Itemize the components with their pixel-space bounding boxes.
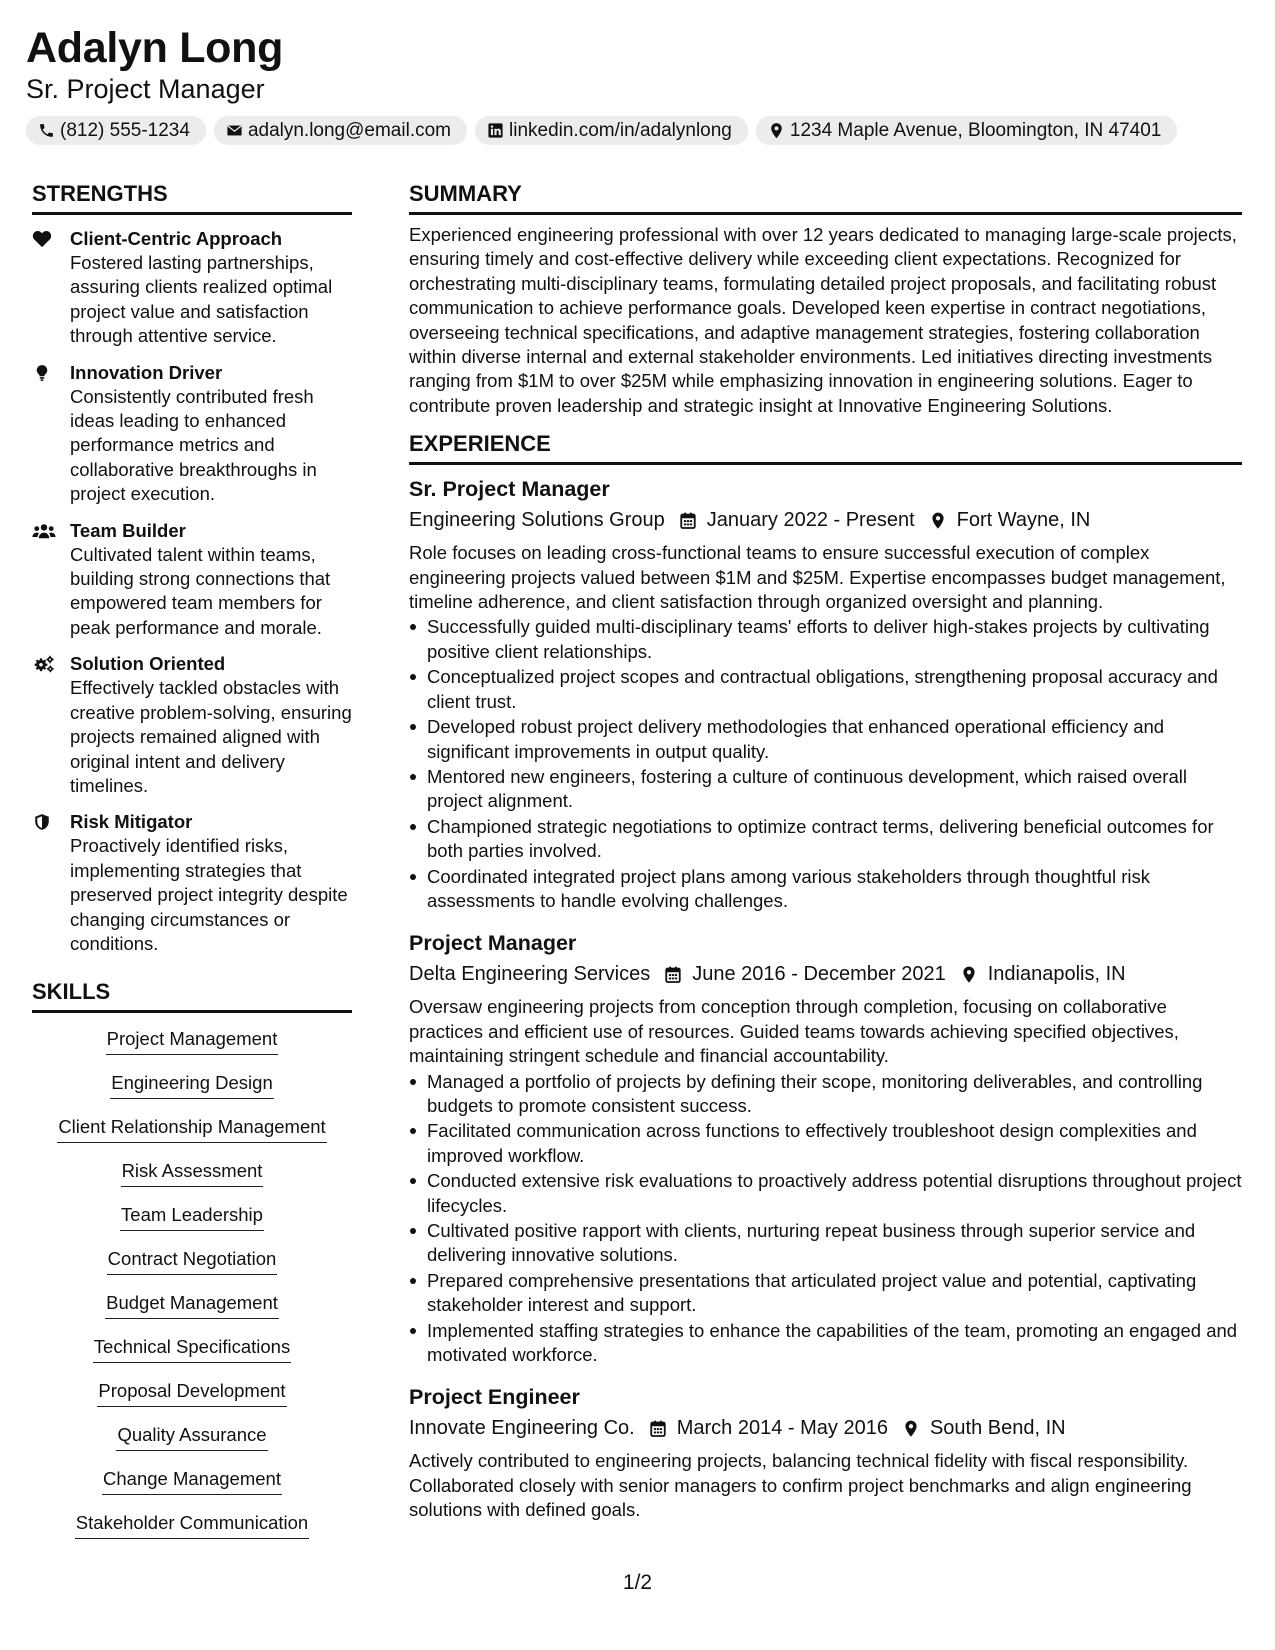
job-bullets (409, 1070, 1242, 1368)
job-meta (409, 1413, 1242, 1443)
shield-icon (32, 813, 52, 831)
skill-item: Technical Specifications (32, 1333, 352, 1377)
job-location: Indianapolis, IN (987, 963, 1126, 986)
skills-list (32, 1025, 352, 1553)
job-company: Delta Engineering Services (409, 963, 651, 986)
bullet-item: Prepared comprehensive presentations that articulated project value and potential, captivating stakeholder interest and support. (409, 1269, 1242, 1318)
users-icon (32, 522, 56, 540)
strength-item (32, 810, 352, 956)
job-company: Engineering Solutions Group (409, 509, 665, 532)
strength-title: Risk Mitigator (70, 811, 193, 833)
resume-header (26, 20, 1246, 145)
right-column (409, 180, 1242, 1523)
strength-desc: Consistently contributed fresh ideas leading to enhanced performance metrics and collaborative breakthroughs in project execution. (70, 385, 317, 505)
strength-desc: Cultivated talent within teams, building strong connections that empowered team members for peak performance and morale. (70, 543, 331, 638)
bullet-item: Developed robust project delivery methodologies that enhanced operational efficiency and significant improvements in output quality. (409, 715, 1242, 764)
job-description: Oversaw engineering projects from conception through completion, focusing on collaborative practices and efficient use of resources. Guided teams towards achieving specified objectives, maintaining stringent schedule and financial accountability. (409, 996, 1179, 1067)
map-pin-icon (960, 965, 978, 984)
job-dates: January 2022 - Present (706, 509, 915, 532)
skill-item: Team Leadership (32, 1201, 352, 1245)
bullet-item: Implemented staffing strategies to enhance the capabilities of the team, promoting an engaged and motivated workforce. (409, 1319, 1242, 1368)
skill-item: Risk Assessment (32, 1157, 352, 1201)
job-location: Fort Wayne, IN (956, 509, 1091, 532)
experience-heading: EXPERIENCE (409, 430, 1242, 465)
skill-item: Proposal Development (32, 1377, 352, 1421)
linkedin-text: linkedin.com/in/adalynlong (509, 119, 732, 141)
lightbulb-icon (32, 364, 52, 382)
strengths-heading: STRENGTHS (32, 180, 352, 215)
skill-item: Project Management (32, 1025, 352, 1069)
page-number: 1/2 (622, 1571, 653, 1594)
envelope-icon (226, 122, 243, 139)
strength-item (32, 519, 352, 641)
contact-email[interactable] (214, 116, 467, 145)
job-entry (409, 475, 1242, 913)
map-pin-icon (768, 122, 785, 139)
strength-title: Team Builder (70, 519, 186, 541)
contact-phone[interactable] (26, 116, 206, 145)
calendar-icon (664, 965, 682, 984)
strength-desc: Proactively identified risks, implementing strategies that preserved project integrity despite changing circumstances or conditions. (70, 835, 348, 954)
skill-item: Budget Management (32, 1289, 352, 1333)
bullet-item: Coordinated integrated project plans among various stakeholders through thoughtful risk assessments to handle evolving challenges. (409, 865, 1242, 914)
phone-text: (812) 555-1234 (60, 119, 190, 141)
summary-heading: SUMMARY (409, 180, 1242, 215)
bullet-item: Conceptualized project scopes and contractual obligations, strengthening proposal accuracy and client trust. (409, 665, 1242, 714)
map-pin-icon (929, 511, 947, 530)
bullet-item: Facilitated communication across functions to effectively troubleshoot design complexities and improved workflow. (409, 1119, 1242, 1168)
job-title: Sr. Project Manager (409, 477, 610, 502)
contact-linkedin[interactable] (475, 116, 748, 145)
skill-item: Stakeholder Communication (32, 1509, 352, 1553)
job-entry (409, 929, 1242, 1367)
bullet-item: Mentored new engineers, fostering a culture of continuous development, which raised overall project alignment. (409, 765, 1242, 814)
skills-heading: SKILLS (32, 978, 352, 1013)
strength-title: Client-Centric Approach (70, 228, 283, 249)
job-company: Innovate Engineering Co. (409, 1417, 635, 1440)
calendar-icon (649, 1419, 667, 1438)
summary-text: Experienced engineering professional with over 12 years dedicated to managing large-scale projects, ensuring timely and cost-effective delivery while exceeding client expectations. Recognized for orchestrating multi-disciplinary teams, formulating detailed project proposals, and facilitating robust communication to achieve performance goals. Developed keen expertise in contract negotiations, overseeing technical specifications, and adaptive management strategies, fostering collaboration within diverse internal and external stakeholder environments. Led initiatives directing investments ranging from $1M to over $25M while emphasizing innovation in engineering solutions. Eager to contribute proven leadership and strategic insight at Innovative Engineering Solutions. (409, 224, 1237, 416)
strength-item (32, 361, 352, 507)
job-bullets (409, 615, 1242, 913)
job-description: Role focuses on leading cross-functional teams to ensure successful execution of complex engineering projects valued between $1M and $25M. Expertise encompasses budget management, timeline adherence, and client satisfaction through organized oversight and planning. (409, 542, 1226, 613)
bullet-item: Conducted extensive risk evaluations to proactively address potential disruptions throughout project lifecycles. (409, 1169, 1242, 1218)
address-text: 1234 Maple Avenue, Bloomington, IN 47401 (789, 119, 1162, 141)
contact-address[interactable] (756, 116, 1177, 145)
job-meta (409, 959, 1242, 989)
strength-desc: Fostered lasting partnerships, assuring clients realized optimal project value and satisfaction through attentive service. (70, 252, 333, 347)
bullet-item: Successfully guided multi-disciplinary teams' efforts to deliver high-stakes projects by cultivating positive client relationships. (409, 615, 1242, 664)
phone-icon (38, 122, 55, 139)
heart-icon (32, 230, 52, 248)
strength-title: Innovation Driver (70, 361, 223, 383)
job-location: South Bend, IN (929, 1417, 1066, 1440)
candidate-name: Adalyn Long (26, 24, 284, 72)
email-text: adalyn.long@email.com (247, 119, 451, 141)
candidate-title: Sr. Project Manager (26, 74, 265, 104)
strength-item (32, 227, 352, 349)
bullet-item: Championed strategic negotiations to optimize contract terms, delivering beneficial outcomes for both parties involved. (409, 815, 1242, 864)
skill-item: Quality Assurance (32, 1421, 352, 1465)
skill-item: Engineering Design (32, 1069, 352, 1113)
calendar-icon (679, 511, 697, 530)
job-title: Project Engineer (409, 1385, 580, 1410)
map-pin-icon (902, 1419, 920, 1438)
gears-icon (32, 655, 56, 673)
left-column (32, 180, 352, 1553)
strength-title: Solution Oriented (70, 653, 226, 675)
job-description: Actively contributed to engineering projects, balancing technical fidelity with fiscal responsibility. Collaborated closely with senior managers to confirm project benchmarks and align engineering solutions with defined goals. (409, 1450, 1192, 1521)
job-dates: March 2014 - May 2016 (676, 1417, 888, 1440)
strength-desc: Effectively tackled obstacles with creative problem-solving, ensuring projects remained aligned with original intent and delivery timelines. (70, 677, 352, 796)
skill-item: Change Management (32, 1465, 352, 1509)
skill-item: Contract Negotiation (32, 1245, 352, 1289)
job-title: Project Manager (409, 931, 577, 956)
bullet-item: Managed a portfolio of projects by defining their scope, monitoring deliverables, and controlling budgets to promote consistent success. (409, 1070, 1242, 1119)
job-dates: June 2016 - December 2021 (692, 963, 946, 986)
job-meta (409, 505, 1242, 535)
linkedin-icon (487, 122, 504, 139)
strength-item (32, 652, 352, 798)
skill-item: Client Relationship Management (32, 1113, 352, 1157)
contact-bar (26, 116, 1246, 145)
bullet-item: Cultivated positive rapport with clients, nurturing repeat business through superior service and delivering innovative solutions. (409, 1219, 1242, 1268)
job-entry (409, 1383, 1242, 1522)
